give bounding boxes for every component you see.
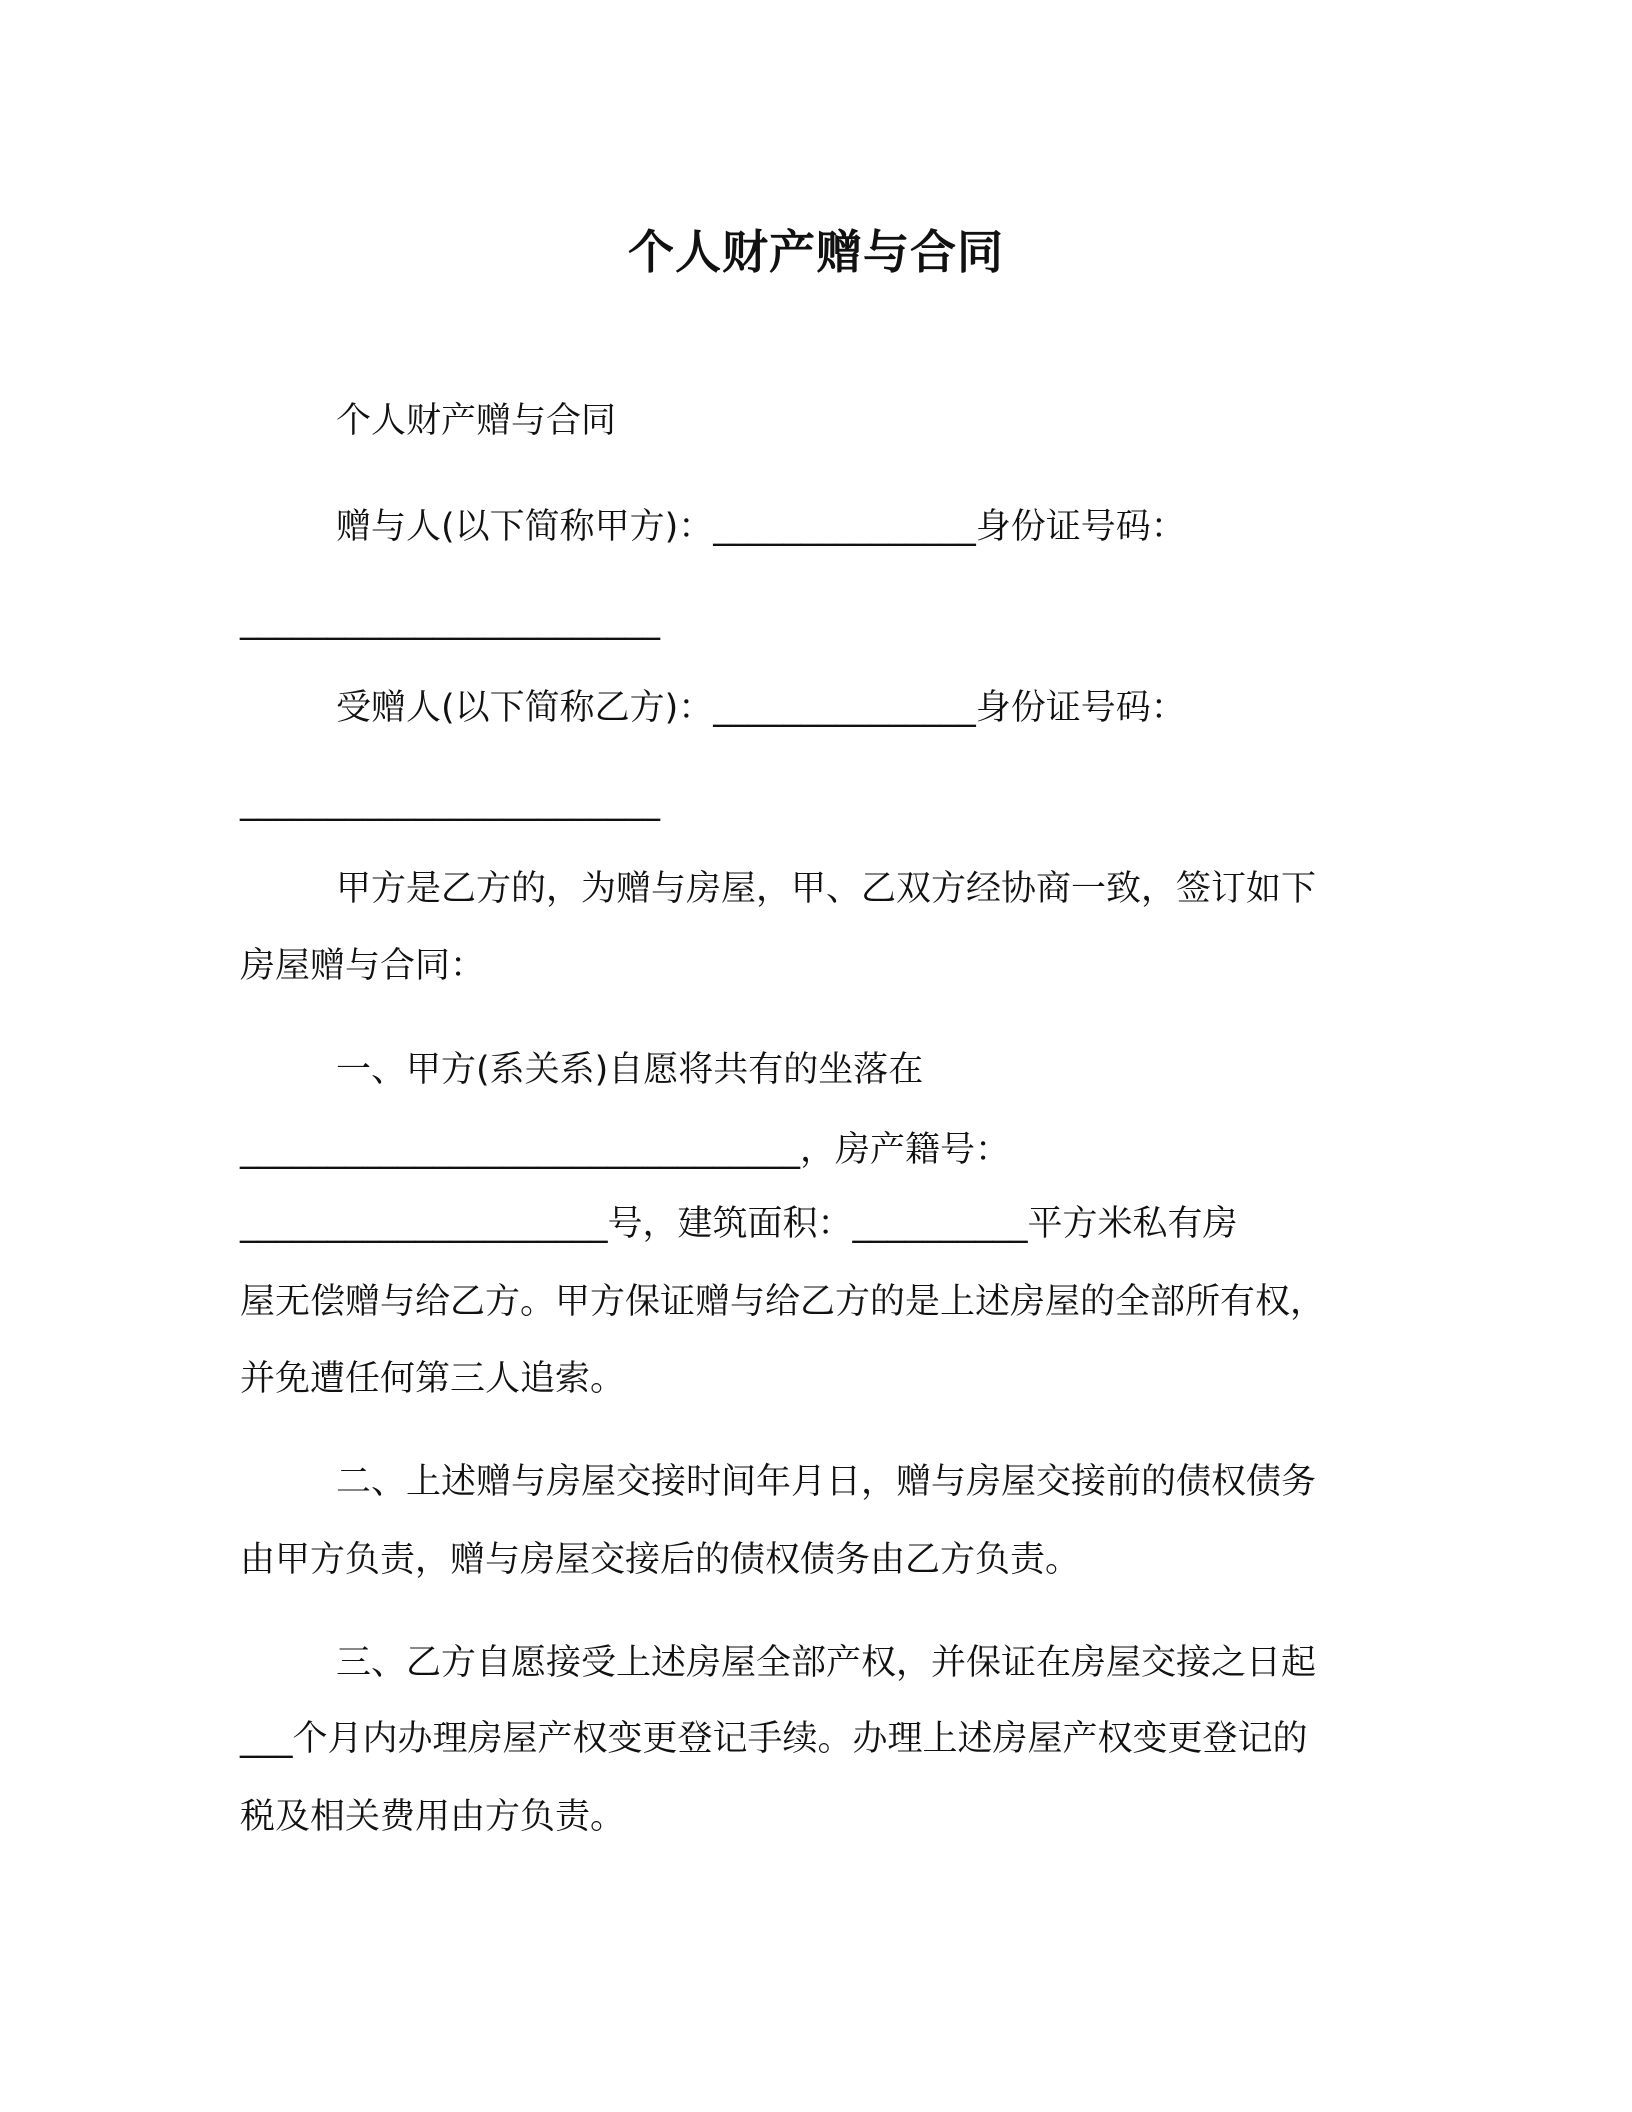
donor-line: 赠与人(以下简称甲方)：_______________身份证号码：: [336, 507, 1186, 547]
document-title: 个人财产赠与合同: [628, 225, 1004, 279]
clause-1-line-4: 屋无偿赠与给乙方。甲方保证赠与给乙方的是上述房屋的全部所有权，: [240, 1282, 1326, 1322]
clause-1-line-2: ________________________________，房产籍号：: [240, 1130, 1011, 1170]
donor-id-blank: ________________________: [240, 601, 660, 641]
clause-3-line-3: 税及相关费用由方负责。: [240, 1797, 626, 1837]
clause-3-line-2: ___个月内办理房屋产权变更登记手续。办理上述房屋产权变更登记的: [240, 1719, 1308, 1759]
preamble-line-2: 房屋赠与合同：: [240, 946, 486, 986]
clause-2-line-2: 由甲方负责，赠与房屋交接后的债权债务由乙方负责。: [240, 1540, 1081, 1580]
preamble-line-1: 甲方是乙方的，为赠与房屋，甲、乙双方经协商一致，签订如下: [336, 869, 1317, 909]
clause-3-line-1: 三、乙方自愿接受上述房屋全部产权，并保证在房屋交接之日起: [336, 1643, 1317, 1683]
recipient-line: 受赠人(以下简称乙方)：_______________身份证号码：: [336, 688, 1186, 728]
clause-1-line-5: 并免遭任何第三人追索。: [240, 1359, 626, 1399]
subtitle-line: 个人财产赠与合同: [336, 401, 617, 441]
clause-2-line-1: 二、上述赠与房屋交接时间年月日，赠与房屋交接前的债权债务: [336, 1462, 1317, 1502]
clause-1-line-1: 一、甲方(系关系)自愿将共有的坐落在: [336, 1050, 924, 1090]
clause-1-line-3: _____________________号，建筑面积：__________平方米私有房: [240, 1204, 1238, 1244]
recipient-id-blank: ________________________: [240, 782, 660, 822]
